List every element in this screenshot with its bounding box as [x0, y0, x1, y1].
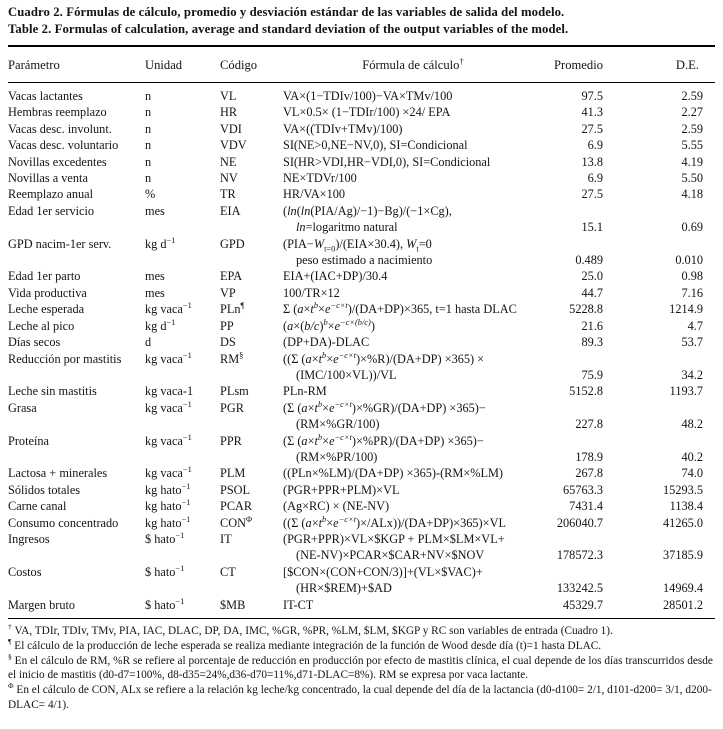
formula-cell	[283, 318, 543, 334]
promedio-cell: 44.7	[581, 285, 603, 300]
formula-cell	[283, 154, 543, 170]
formula-cell	[283, 186, 543, 202]
formula-line: (HR×$REM)+$AD	[296, 581, 392, 596]
table-body	[8, 83, 715, 619]
table-row	[8, 83, 715, 105]
code-cell: $MB	[220, 597, 246, 612]
de-cell: 7.16	[681, 285, 703, 300]
code-cell: VDV	[220, 138, 247, 153]
promedio-cell: 5228.8	[569, 302, 603, 317]
table-row	[8, 383, 715, 399]
de-cell: 5.55	[681, 138, 703, 153]
formula-line: 100/TR×12	[283, 285, 340, 300]
formula-cell	[283, 498, 543, 514]
footnote: § En el cálculo de RM, %R se refiere al porcentaje de reducción en producción por efecto de mastitis clínica, el cual depende de los días transcurridos desde el inicio de mastitis (d0-d7=100%, d8-d35=24%,d36-d70=11%,d71-DLAC=8%). RM se expresa por vaca lactante.	[8, 651, 713, 682]
unit-cell: d	[145, 335, 152, 350]
table-row	[8, 318, 715, 334]
footnote: † VA, TDIr, TDIv, TMv, PIA, IAC, DLAC, DP, DA, IMC, %GR, %PR, %LM, $LM, $KGP y RC son variables de entrada (Cuadro 1).	[8, 622, 613, 637]
formula-line: SI(NE>0,NE−NV,0), SI=Condicional	[283, 138, 468, 153]
unit-cell: kg $d^{-1}$	[145, 317, 176, 333]
promedio-cell: 133242.5	[556, 581, 603, 596]
de-cell: 4.19	[681, 154, 703, 169]
formula-line: NE×TDVr/100	[283, 171, 357, 186]
de-cell: 41265.0	[663, 515, 703, 530]
param-cell: Edad 1er parto	[8, 269, 81, 284]
formula-cell	[283, 564, 543, 597]
table-row	[8, 351, 715, 384]
de-cell: 0.010	[675, 253, 703, 268]
code-cell: PCAR	[220, 499, 253, 514]
formula-line: (PGR+PPR)×VL×$KGP + PLM×$LM×VL+	[283, 531, 505, 546]
table-row	[8, 137, 715, 153]
table-row	[8, 531, 715, 564]
formula-line: [$CON×(CON+CON/3)]+(VL×$VAC)+	[283, 564, 483, 579]
formula-cell	[283, 121, 543, 137]
promedio-cell: 227.8	[575, 417, 603, 432]
formula-cell	[283, 400, 543, 433]
formula-line: (IMC/100×VL))/VL	[296, 367, 397, 382]
table-row	[8, 515, 715, 531]
formula-line: (Σ $(a\times t^b\times e^{-c\times t})\times\%GR)/(DA+DP) \times 365)-$	[283, 399, 486, 415]
output-variables-table	[8, 45, 715, 619]
promedio-cell: 25.0	[581, 269, 603, 284]
formula-cell	[283, 83, 543, 105]
param-cell: Grasa	[8, 400, 37, 415]
param-cell: Sólidos totales	[8, 482, 81, 497]
code-cell: RM§	[220, 350, 244, 366]
table-row	[8, 301, 715, 317]
formula-line: $(PIA-W_{t=0})/(EIA\times 30.4)$, $W_t=0$	[283, 236, 432, 254]
formula-cell	[283, 268, 543, 284]
header-unidad: Unidad	[145, 58, 183, 72]
param-cell: Hembras reemplazo	[8, 105, 107, 120]
header-de: D.E.	[675, 58, 699, 72]
code-cell: NE	[220, 154, 237, 169]
formula-line: (RM×%PR/100)	[296, 449, 378, 464]
table-row	[8, 154, 715, 170]
param-cell: Leche esperada	[8, 302, 85, 317]
formula-cell	[283, 351, 543, 384]
unit-cell: kg vaca$^{-1}$	[145, 301, 192, 317]
promedio-cell: 6.9	[587, 171, 603, 186]
header-promedio: Promedio	[554, 58, 603, 72]
de-cell: 4.7	[687, 318, 703, 333]
code-cell: DS	[220, 335, 236, 350]
unit-cell: kg hato$^{-1}$	[145, 498, 191, 514]
param-cell: Novillas excedentes	[8, 154, 107, 169]
formula-line: ((PLn×%LM)/(DA+DP) ×365)-(RM×%LM)	[283, 466, 504, 481]
formula-line: ln=logaritmo natural	[296, 220, 398, 235]
unit-cell: n	[145, 89, 152, 103]
formula-line: (ln(ln(PIA/Ag)/−1)−Bg)/(−1×Cg),	[283, 203, 452, 218]
param-cell: Lactosa + minerales	[8, 466, 108, 481]
formula-line: ((Σ $(a\times t^b\times e^{-c\times t})\times\%R)/(DA+DP) \times 365$) ×	[283, 350, 485, 366]
param-cell: Costos	[8, 564, 42, 579]
code-cell: EIA	[220, 203, 241, 218]
promedio-cell: 13.8	[581, 154, 603, 169]
de-cell: 2.59	[681, 121, 703, 136]
table-row	[8, 203, 715, 236]
code-cell: EPA	[220, 269, 243, 284]
promedio-cell: 21.6	[581, 318, 603, 333]
param-cell: Edad 1er servicio	[8, 203, 95, 218]
param-cell: Vacas lactantes	[8, 89, 83, 103]
formula-cell	[283, 531, 543, 564]
promedio-cell: 0.489	[575, 253, 603, 268]
unit-cell: kg vaca-1	[145, 384, 194, 399]
unit-cell: kg vaca$^{-1}$	[145, 432, 192, 448]
promedio-cell: 7431.4	[569, 499, 603, 514]
promedio-cell: 15.1	[581, 220, 603, 235]
unit-cell: %	[145, 187, 156, 202]
formula-line: ((Σ $(a\times t^b\times e^{-c\times t})\times/ALx))/(DA+DP)\times 365)\times VL$	[283, 514, 506, 530]
param-cell: Leche sin mastitis	[8, 384, 97, 399]
promedio-cell: 5152.8	[569, 384, 603, 399]
table-row	[8, 236, 715, 269]
header-codigo: Código	[220, 58, 258, 72]
formula-line: Σ $(a\times t^b\times e^{-c\times t})/(DA+DP)\times 365$, t=1 hasta DLAC	[283, 301, 517, 317]
code-cell: $CON^\Phi$	[220, 514, 253, 530]
formula-line: IT-CT	[283, 597, 314, 612]
formula-line: (RM×%GR/100)	[296, 417, 380, 432]
table-row	[8, 597, 715, 619]
formula-line: HR/VA×100	[283, 187, 346, 202]
de-cell: 1214.9	[669, 302, 703, 317]
de-cell: 2.27	[681, 105, 703, 120]
table-row	[8, 285, 715, 301]
param-cell: Vida productiva	[8, 285, 87, 300]
formula-cell	[283, 482, 543, 498]
promedio-cell: 45329.7	[563, 597, 603, 612]
promedio-cell: 178572.3	[556, 548, 603, 563]
promedio-cell: 89.3	[581, 335, 603, 350]
unit-cell: n	[145, 154, 152, 169]
formula-line: PLn-RM	[283, 384, 327, 399]
promedio-cell: 97.5	[581, 89, 603, 103]
unit-cell: kg vaca$^{-1}$	[145, 465, 192, 481]
promedio-cell: 178.9	[575, 449, 603, 464]
unit-cell: $ hato$^{-1}$	[145, 530, 185, 546]
table-caption	[8, 4, 715, 38]
formula-line: EIA+(IAC+DP)/30.4	[283, 269, 388, 284]
table-header	[8, 46, 715, 83]
footnote: ¶ El cálculo de la producción de leche esperada se realiza mediante integración de la función de Wood desde día (t)=1 hasta DLAC.	[8, 637, 602, 652]
promedio-cell: 65763.3	[563, 482, 603, 497]
de-cell: 74.0	[681, 466, 703, 481]
table-row	[8, 498, 715, 514]
de-cell: 0.98	[681, 269, 703, 284]
formula-cell	[283, 597, 543, 619]
footnote: $^\Phi$ En el cálculo de CON, ALx se refiere a la relación kg leche/kg concentrado, la cual depende del día de la lactancia (d0-d100= 2/1, d101-d200= 3/1, d200-DLAC= 4/1).	[8, 681, 712, 711]
table-row	[8, 334, 715, 350]
promedio-cell: 75.9	[581, 367, 603, 382]
formula-line: VL×0.5× (1−TDIr/100) ×24/ EPA	[283, 105, 451, 120]
param-cell: Carne canal	[8, 499, 67, 514]
unit-cell: kg hato$^{-1}$	[145, 481, 191, 497]
table-row	[8, 564, 715, 597]
footnotes-block	[8, 619, 715, 713]
unit-cell: n	[145, 138, 152, 153]
code-cell: PLn¶	[220, 301, 245, 317]
formula-cell	[283, 515, 543, 531]
code-cell: HR	[220, 105, 238, 120]
de-cell: 14969.4	[663, 581, 703, 596]
table-row	[8, 465, 715, 481]
table-row	[8, 121, 715, 137]
formula-line: VA×((TDIv+TMv)/100)	[283, 121, 403, 136]
formula-cell	[283, 301, 543, 317]
param-cell: Novillas a venta	[8, 171, 88, 186]
unit-cell: kg hato$^{-1}$	[145, 514, 191, 530]
de-cell: 37185.9	[663, 548, 703, 563]
param-cell: Ingresos	[8, 531, 50, 546]
formula-cell	[283, 170, 543, 186]
unit-cell: n	[145, 121, 152, 136]
promedio-cell: 6.9	[587, 138, 603, 153]
code-cell: PP	[220, 318, 234, 333]
de-cell: 4.18	[681, 187, 703, 202]
promedio-cell: 267.8	[575, 466, 603, 481]
param-cell: Consumo concentrado	[8, 515, 119, 530]
de-cell: 40.2	[681, 449, 703, 464]
code-cell: PSOL	[220, 482, 251, 497]
formula-line: $(a\times(b/c)^b\times e^{-c\times(b/c)})$	[283, 317, 375, 333]
code-cell: PPR	[220, 433, 242, 448]
param-cell: Margen bruto	[8, 597, 76, 612]
de-cell: 34.2	[681, 367, 703, 382]
unit-cell: mes	[145, 203, 165, 218]
formula-cell	[283, 236, 543, 269]
table-row	[8, 268, 715, 284]
unit-cell: kg vaca$^{-1}$	[145, 350, 192, 366]
unit-cell: mes	[145, 269, 165, 284]
promedio-cell: 27.5	[581, 121, 603, 136]
param-cell: Leche al pico	[8, 318, 75, 333]
unit-cell: kg $d^{-1}$	[145, 235, 176, 251]
promedio-cell: 27.5	[581, 187, 603, 202]
unit-cell: $ hato$^{-1}$	[145, 563, 185, 579]
formula-line: SI(HR>VDI,HR−VDI,0), SI=Condicional	[283, 154, 491, 169]
de-cell: 1193.7	[669, 384, 703, 399]
de-cell: 48.2	[681, 417, 703, 432]
promedio-cell: 41.3	[581, 105, 603, 120]
code-cell: GPD	[220, 236, 245, 251]
param-cell: Vacas desc. involunt.	[8, 121, 112, 136]
table-row	[8, 170, 715, 186]
code-cell: PLM	[220, 466, 246, 481]
code-cell: IT	[220, 531, 232, 546]
de-cell: 1138.4	[669, 499, 703, 514]
param-cell: GPD nacim-1er serv.	[8, 236, 112, 251]
table-row	[8, 482, 715, 498]
code-cell: VDI	[220, 121, 242, 136]
formula-cell	[283, 137, 543, 153]
de-cell: 15293.5	[663, 482, 703, 497]
param-cell: Reducción por mastitis	[8, 351, 122, 366]
header-row	[8, 46, 715, 83]
formula-cell	[283, 104, 543, 120]
header-formula: Fórmula de cálculo†	[362, 55, 464, 72]
param-cell: Días secos	[8, 335, 61, 350]
formula-line: (Ag×RC) × (NE-NV)	[283, 499, 390, 514]
formula-line: (DP+DA)-DLAC	[283, 335, 370, 350]
unit-cell: n	[145, 105, 152, 120]
table-row	[8, 104, 715, 120]
de-cell: 2.59	[681, 89, 703, 103]
unit-cell: mes	[145, 285, 165, 300]
caption-english: Table 2. Formulas of calculation, average and standard deviation of the output variables of the model.	[8, 22, 569, 36]
code-cell: PLsm	[220, 384, 249, 399]
caption-spanish: Cuadro 2. Fórmulas de cálculo, promedio y desviación estándar de las variables de salida del modelo.	[8, 5, 565, 19]
formula-line: VA×(1−TDIv/100)−VA×TMv/100	[283, 89, 453, 103]
de-cell: 28501.2	[663, 597, 703, 612]
formula-cell	[283, 285, 543, 301]
table-row	[8, 433, 715, 466]
code-cell: CT	[220, 564, 236, 579]
formula-line: (Σ $(a\times t^b\times e^{-c\times t})\times\%PR)/(DA+DP) \times 365)-$	[283, 432, 484, 448]
formula-cell	[283, 203, 543, 236]
unit-cell: kg vaca$^{-1}$	[145, 399, 192, 415]
formula-cell	[283, 433, 543, 466]
formula-cell	[283, 465, 543, 481]
formula-line: (PGR+PPR+PLM)×VL	[283, 482, 400, 497]
de-cell: 53.7	[681, 335, 703, 350]
code-cell: NV	[220, 171, 238, 186]
param-cell: Proteína	[8, 433, 49, 448]
table-row	[8, 186, 715, 202]
promedio-cell: 206040.7	[556, 515, 603, 530]
formula-cell	[283, 383, 543, 399]
header-parametro: Parámetro	[8, 58, 60, 72]
formula-line: (NE-NV)×PCAR×$CAR+NV×$NOV	[296, 548, 485, 563]
param-cell: Reemplazo anual	[8, 187, 94, 202]
code-cell: VP	[220, 285, 236, 300]
de-cell: 0.69	[681, 220, 703, 235]
table-row	[8, 400, 715, 433]
unit-cell: $ hato$^{-1}$	[145, 596, 185, 612]
param-cell: Vacas desc. voluntario	[8, 138, 119, 153]
de-cell: 5.50	[681, 171, 703, 186]
code-cell: PGR	[220, 400, 244, 415]
code-cell: TR	[220, 187, 236, 202]
formula-line: peso estimado a nacimiento	[296, 253, 433, 268]
unit-cell: n	[145, 171, 152, 186]
code-cell: VL	[220, 89, 237, 103]
formula-cell	[283, 334, 543, 350]
